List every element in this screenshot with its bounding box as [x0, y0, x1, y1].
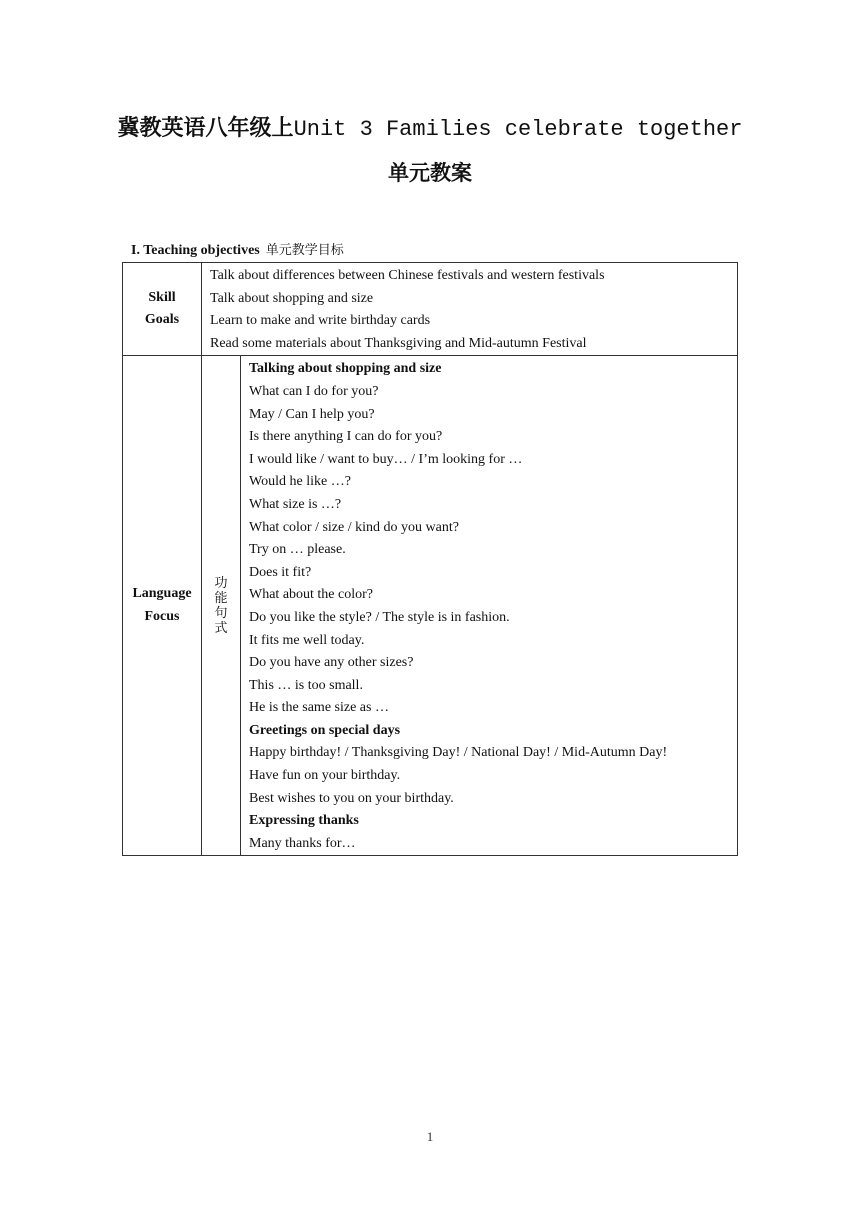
language-focus-list: [241, 356, 737, 855]
skill-goals-row: [123, 263, 738, 356]
language-focus-item: He is the same size as …: [249, 700, 389, 716]
section-heading-chinese: 单元教学目标: [265, 243, 344, 258]
language-focus-row: [123, 356, 738, 856]
language-focus-item: Is there anything I can do for you?: [249, 429, 443, 445]
language-focus-heading: Greetings on special days: [249, 722, 401, 738]
page-number: 1: [426, 1129, 434, 1144]
skill-goal-item: Talk about differences between Chinese festivals and western festivals: [210, 268, 605, 283]
language-focus-item: I would like / want to buy… / I’m looking for …: [249, 451, 523, 467]
language-focus-heading: Expressing thanks: [249, 813, 359, 829]
skill-goal-item: Learn to make and write birthday cards: [210, 313, 431, 329]
title-english: Unit 3 Families celebrate together: [293, 117, 743, 142]
language-focus-item: Do you like the style? / The style is in fashion.: [249, 609, 510, 625]
document-subtitle: 单元教案: [388, 160, 472, 185]
functional-sentences-label: 功能句式: [202, 356, 241, 856]
language-focus-item: What color / size / kind do you want?: [249, 519, 459, 535]
language-focus-item: Best wishes to you on your birthday.: [249, 790, 454, 806]
language-focus-item: May / Can I help you?: [249, 406, 375, 422]
language-focus-item: Many thanks for…: [249, 835, 356, 851]
skill-goal-item: Talk about shopping and size: [210, 290, 374, 306]
language-focus-heading: Talking about shopping and size: [249, 361, 442, 377]
language-focus-item: What can I do for you?: [249, 383, 379, 399]
document-title: [0, 113, 860, 145]
language-focus-item: Have fun on your birthday.: [249, 768, 401, 784]
section-heading: [131, 241, 344, 261]
skill-goals-list: [202, 263, 737, 355]
language-focus-item: Try on … please.: [249, 542, 346, 558]
language-focus-item: This … is too small.: [249, 677, 363, 693]
language-focus-item: Happy birthday! / Thanksgiving Day! / National Day! / Mid-Autumn Day!: [249, 745, 668, 761]
skill-goal-item: Read some materials about Thanksgiving and Mid-autumn Festival: [210, 335, 587, 351]
skill-goals-label: Skill Goals: [123, 263, 202, 356]
language-focus-item: What size is …?: [249, 496, 342, 512]
section-heading-english: I. Teaching objectives: [131, 243, 260, 258]
language-focus-item: It fits me well today.: [249, 632, 365, 648]
skill-goals-content: [202, 263, 738, 356]
title-chinese: 冀教英语八年级上: [117, 115, 294, 141]
language-focus-item: What about the color?: [249, 587, 374, 603]
objectives-table: [122, 262, 738, 856]
language-focus-label: Language Focus: [123, 356, 202, 856]
language-focus-item: Do you have any other sizes?: [249, 655, 414, 671]
language-focus-item: Does it fit?: [249, 564, 312, 580]
language-focus-content: [241, 356, 738, 856]
language-focus-item: Would he like …?: [249, 474, 351, 490]
